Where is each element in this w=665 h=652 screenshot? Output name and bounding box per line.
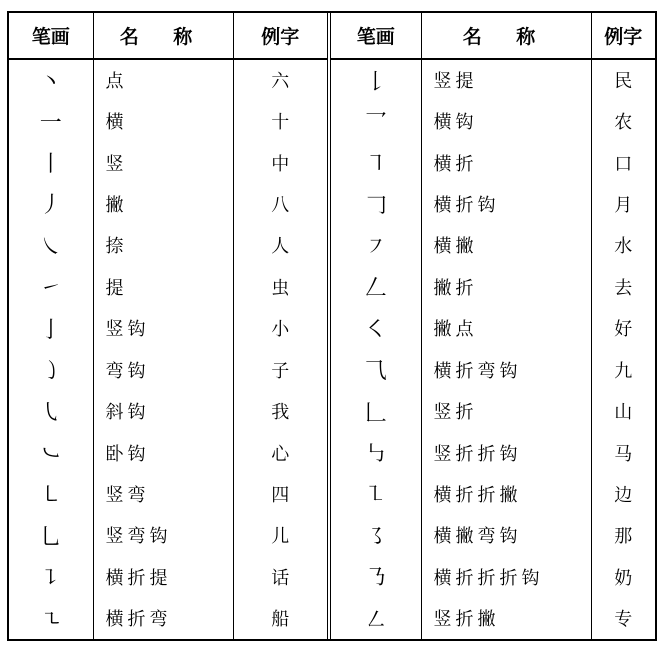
table-row — [9, 225, 327, 266]
example-character: 中 — [233, 142, 327, 183]
stroke-name: 横折弯 — [93, 597, 233, 639]
stroke-glyph: ㇕ — [331, 142, 421, 183]
table-row — [331, 432, 655, 473]
table-row — [9, 515, 327, 556]
table-row — [9, 142, 327, 183]
stroke-name: 竖 — [93, 142, 233, 183]
table-row — [331, 390, 655, 431]
table-row — [9, 266, 327, 307]
stroke-name: 点 — [93, 59, 233, 100]
stroke-name: 竖折折钩 — [421, 432, 591, 473]
example-character: 人 — [233, 225, 327, 266]
example-character: 儿 — [233, 515, 327, 556]
example-character: 专 — [591, 597, 655, 639]
table-row — [331, 597, 655, 639]
stroke-name: 竖折 — [421, 390, 591, 431]
stroke-glyph: 𠃊 — [331, 390, 421, 431]
stroke-name: 撇 — [93, 183, 233, 224]
stroke-glyph: 𠄌 — [331, 59, 421, 100]
stroke-name: 横折弯钩 — [421, 349, 591, 390]
stroke-table-right — [327, 13, 655, 639]
example-character: 虫 — [233, 266, 327, 307]
stroke-name: 捺 — [93, 225, 233, 266]
stroke-table-right-grid — [331, 13, 655, 639]
table-row — [331, 142, 655, 183]
header-stroke: 笔画 — [331, 13, 421, 59]
example-character: 边 — [591, 473, 655, 514]
example-character: 月 — [591, 183, 655, 224]
stroke-name: 斜钩 — [93, 390, 233, 431]
example-character: 马 — [591, 432, 655, 473]
example-character: 心 — [233, 432, 327, 473]
example-character: 奶 — [591, 556, 655, 597]
stroke-glyph: 亅 — [9, 308, 93, 349]
stroke-glyph: ㇄ — [9, 473, 93, 514]
stroke-glyph: 乚 — [9, 515, 93, 556]
example-character: 八 — [233, 183, 327, 224]
stroke-name: 横撇 — [421, 225, 591, 266]
table-row — [331, 225, 655, 266]
example-character: 那 — [591, 515, 655, 556]
table-row — [331, 59, 655, 100]
stroke-glyph: ㇏ — [9, 225, 93, 266]
stroke-table-left — [9, 13, 327, 639]
table-row — [9, 390, 327, 431]
stroke-name: 竖提 — [421, 59, 591, 100]
table-row — [9, 59, 327, 100]
stroke-glyph: ㇁ — [9, 349, 93, 390]
table-row — [331, 473, 655, 514]
stroke-name: 竖弯 — [93, 473, 233, 514]
table-row — [9, 432, 327, 473]
table-row — [9, 183, 327, 224]
example-character: 六 — [233, 59, 327, 100]
stroke-name: 提 — [93, 266, 233, 307]
stroke-glyph: ㇡ — [331, 556, 421, 597]
example-character: 小 — [233, 308, 327, 349]
stroke-name: 弯钩 — [93, 349, 233, 390]
stroke-glyph: ㇊ — [9, 556, 93, 597]
header-row — [9, 13, 327, 59]
stroke-name: 横钩 — [421, 100, 591, 141]
example-character: 话 — [233, 556, 327, 597]
stroke-glyph: ㇂ — [9, 390, 93, 431]
stroke-glyph: 丶 — [9, 59, 93, 100]
table-row — [9, 556, 327, 597]
stroke-glyph: ⺄ — [331, 349, 421, 390]
stroke-name: 横撇弯钩 — [421, 515, 591, 556]
stroke-name: 竖钩 — [93, 308, 233, 349]
table-row — [331, 308, 655, 349]
stroke-name: 横折 — [421, 142, 591, 183]
stroke-glyph: 丨 — [9, 142, 93, 183]
stroke-glyph: 丿 — [9, 183, 93, 224]
stroke-name: 撇点 — [421, 308, 591, 349]
header-example: 例字 — [233, 13, 327, 59]
example-character: 口 — [591, 142, 655, 183]
example-character: 水 — [591, 225, 655, 266]
stroke-name: 横 — [93, 100, 233, 141]
example-character: 去 — [591, 266, 655, 307]
stroke-name: 竖折撇 — [421, 597, 591, 639]
stroke-name: 横折提 — [93, 556, 233, 597]
stroke-glyph: 𠃋 — [331, 266, 421, 307]
header-name: 名 称 — [93, 13, 233, 59]
table-row — [331, 515, 655, 556]
stroke-glyph: ㇛ — [331, 308, 421, 349]
table-row — [331, 556, 655, 597]
example-character: 农 — [591, 100, 655, 141]
stroke-glyph: ㇀ — [9, 266, 93, 307]
example-character: 四 — [233, 473, 327, 514]
header-row — [331, 13, 655, 59]
stroke-name: 撇折 — [421, 266, 591, 307]
example-character: 山 — [591, 390, 655, 431]
stroke-name: 横折钩 — [421, 183, 591, 224]
table-row — [331, 349, 655, 390]
stroke-glyph: 乛 — [331, 100, 421, 141]
stroke-glyph: ㇉ — [331, 432, 421, 473]
table-row — [9, 100, 327, 141]
example-character: 九 — [591, 349, 655, 390]
stroke-glyph: 一 — [9, 100, 93, 141]
stroke-table-left-grid — [9, 13, 327, 639]
header-name: 名 称 — [421, 13, 591, 59]
stroke-glyph: 𠃌 — [331, 183, 421, 224]
stroke-glyph: ㇃ — [9, 432, 93, 473]
table-row — [9, 349, 327, 390]
table-row — [9, 308, 327, 349]
example-character: 我 — [233, 390, 327, 431]
table-row — [331, 266, 655, 307]
example-character: 十 — [233, 100, 327, 141]
stroke-table — [7, 11, 657, 641]
example-character: 子 — [233, 349, 327, 390]
stroke-name: 横折折折钩 — [421, 556, 591, 597]
header-stroke: 笔画 — [9, 13, 93, 59]
table-row — [331, 183, 655, 224]
stroke-name: 竖弯钩 — [93, 515, 233, 556]
example-character: 好 — [591, 308, 655, 349]
table-row — [331, 100, 655, 141]
stroke-glyph: ㇇ — [331, 225, 421, 266]
header-example: 例字 — [591, 13, 655, 59]
stroke-glyph: ㇍ — [9, 597, 93, 639]
table-row — [9, 473, 327, 514]
stroke-name: 横折折撇 — [421, 473, 591, 514]
stroke-glyph: ㇜ — [331, 597, 421, 639]
example-character: 船 — [233, 597, 327, 639]
table-row — [9, 597, 327, 639]
stroke-glyph: ㇅ — [331, 473, 421, 514]
example-character: 民 — [591, 59, 655, 100]
stroke-name: 卧钩 — [93, 432, 233, 473]
stroke-glyph: ㇌ — [331, 515, 421, 556]
